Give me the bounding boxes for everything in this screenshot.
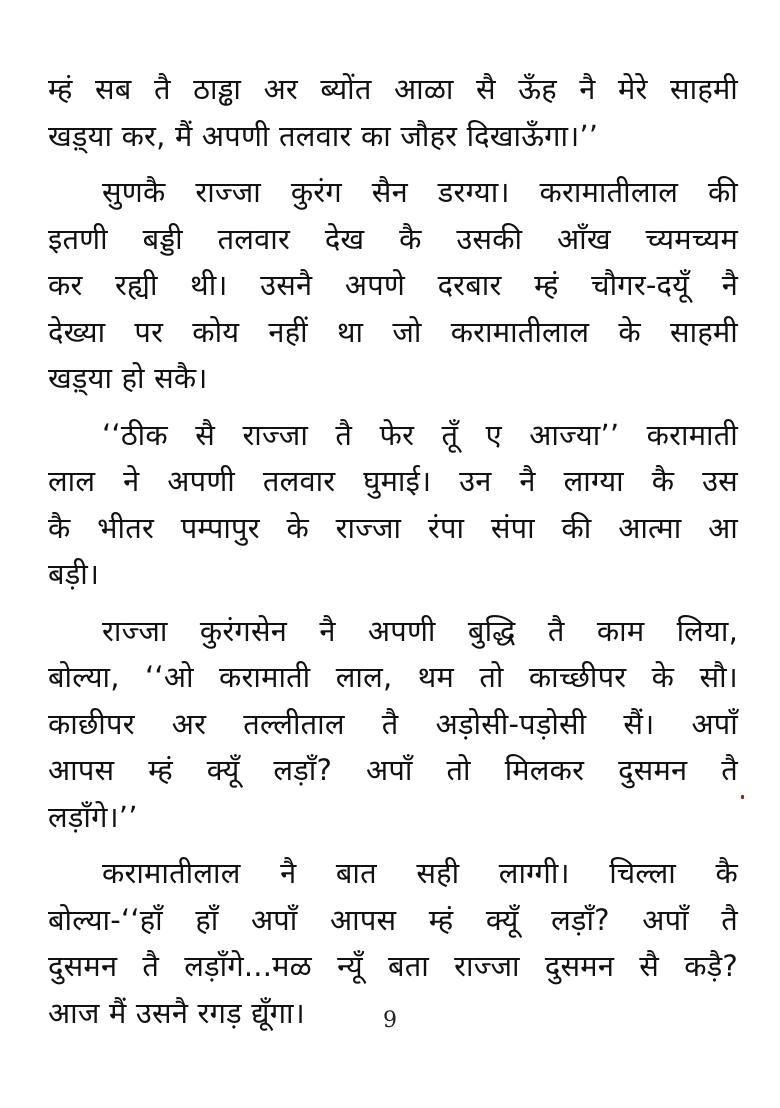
text-line: कै भीतर पम्पापुर के राज्जा रंपा संपा की आत्मा आ: [48, 510, 738, 545]
text-line: बड़ी।: [48, 557, 100, 591]
ink-speck: [741, 795, 744, 799]
text-line: म्हं सब तै ठाड्ढा अर ब्योंत आळा सै ऊँह नै मेरे साहमी: [48, 72, 738, 106]
paragraph-4: [48, 608, 738, 841]
text-line: कर रह्यी थी। उसनै अपणे दरबार म्हं चौगर-दयूँ नै: [48, 268, 738, 302]
text-line: करामातीलाल नै बात सही लाग्गी। चिल्ला कै: [102, 856, 738, 890]
text-line: ‘‘ठीक सै राज्जा तै फेर तूँ ए आज्या’’ करामाती: [102, 417, 738, 452]
text-line: दुसमन तै लड़ाँगे...मळ न्यूँ बता राज्जा दुसमन सै कड़ै?: [48, 949, 738, 983]
text-line: लाल ने अपणी तलवार घुमाई। उन नै लाग्या कै उस: [48, 464, 738, 498]
paragraph-2: [48, 169, 738, 402]
text-line: बोल्या, ‘‘ओ करामाती लाल, थम तो काच्छीपर के सौ।: [48, 660, 738, 694]
text-line: खड़्या हो सकै।: [48, 361, 208, 395]
text-line: राज्जा कुरंगसेन नै अपणी बुद्धि तै काम लिया,: [102, 613, 738, 648]
body-text: [48, 66, 738, 1046]
text-line: लड़ाँगे।’’: [48, 799, 138, 834]
text-line: इतणी बड्डी तलवार देख कै उसकी आँख च्यमच्यम: [48, 221, 738, 256]
paragraph-3: [48, 412, 738, 598]
text-line: बोल्या-‘‘हाँ हाँ अपाँ आपस म्हं क्यूँ लड़ाँ? अपाँ तै: [48, 902, 738, 937]
page-number: 9: [383, 1008, 397, 1033]
text-line: देख्या पर कोय नहीं था जो करामातीलाल के साहमी: [48, 314, 738, 349]
text-line: आज मैं उसनै रगड़ द्यूँगा।: [48, 995, 305, 1030]
text-line: काछीपर अर तल्लीताल तै अड़ोसी-पड़ोसी सैं। अपाँ: [48, 706, 738, 741]
text-line: सुणकै राज्जा कुरंग सैन डरग्या। करामातीलाल की: [102, 175, 738, 209]
text-line: आपस म्हं क्यूँ लड़ाँ? अपाँ तो मिलकर दुसमन तै: [48, 753, 738, 787]
paragraph-1: [48, 66, 738, 159]
text-line: खड़्या कर, मैं अपणी तलवार का जौहर दिखाऊँगा।’’: [48, 118, 599, 153]
